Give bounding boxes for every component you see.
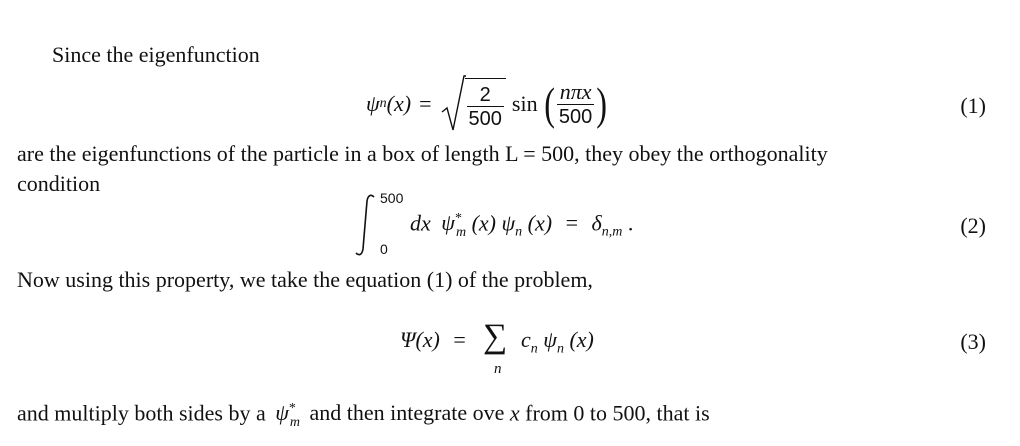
eq1-fraction [467, 85, 504, 129]
p4-psi: ψ [275, 400, 289, 426]
eq2-delta-sub: n,m [601, 224, 623, 240]
paragraph-multiply [17, 402, 710, 430]
eq1-psi: ψ [366, 91, 380, 116]
eq1-sin: sin [511, 91, 538, 116]
eq3-equals: = [453, 327, 466, 352]
paragraph-property [17, 269, 593, 291]
eq2-dx: dx [410, 210, 431, 236]
eq1-den: 500 [468, 107, 502, 130]
eq3-psi: ψ [543, 327, 557, 352]
property-text: Now using this property, we take the equation (1) of the problem, [17, 267, 593, 292]
eq1-num: 2 [479, 83, 491, 106]
eq3-lhs: Ψ(x) [400, 327, 440, 352]
eq1-arg: (x) [386, 91, 412, 116]
p4-psi-sup: * [288, 401, 296, 416]
eq2-arg2: (x) [527, 210, 553, 236]
equation-3 [400, 318, 630, 382]
multiply-text-a: and multiply both sides by a [17, 400, 266, 426]
multiply-text-c: from 0 to 500, that is [525, 400, 710, 426]
eq2-lower-limit: 0 [380, 241, 388, 257]
eq2-psi-m: ψ [441, 210, 455, 236]
eq2-psi-n-sub: n [515, 224, 523, 240]
equation-1 [366, 74, 610, 134]
sqrt-sign-icon [440, 74, 466, 134]
equation-2 [352, 190, 672, 260]
eq1-psi-sub: n [379, 96, 387, 111]
p4-psi-sub: m [289, 414, 300, 430]
intro-text: Since the eigenfunction [52, 42, 260, 67]
paragraph-orthogonality [17, 143, 828, 165]
eq2-psi-n: ψ [501, 210, 516, 236]
eq3-sum-index: n [494, 361, 502, 377]
eq2-equals: = [565, 210, 578, 236]
eq3-arg: (x) [569, 327, 594, 352]
p4-x: x [509, 400, 520, 426]
eq1-rparen: ) [596, 78, 608, 129]
eq1-lparen: ( [543, 78, 555, 129]
eq2-psi-m-sub: m [455, 224, 467, 240]
eq2-arg1: (x) [471, 210, 496, 236]
condition-text: condition [17, 171, 101, 196]
paragraph-condition [17, 173, 100, 195]
integral-sign-icon [352, 193, 378, 257]
eq1-inner-fraction [557, 81, 594, 127]
eq2-period: . [627, 210, 634, 236]
eq2-psi-m-sup: * [454, 211, 462, 226]
equation-3-number: (3) [960, 329, 986, 354]
eq1-equals: = [419, 91, 432, 116]
eq2-delta: δ [591, 210, 602, 236]
sum-sign-icon: ∑ [483, 318, 508, 355]
eq2-upper-limit: 500 [380, 190, 404, 206]
paragraph-intro [52, 44, 260, 66]
orthogonality-text: are the eigenfunctions of the particle in a box of length L = 500, they obey the orthogonality [17, 141, 828, 166]
eq3-c: c [521, 327, 531, 352]
equation-2-number: (2) [960, 213, 986, 238]
multiply-text-b: and then integrate ove [309, 400, 505, 426]
eq3-psi-sub: n [556, 341, 564, 357]
eq3-c-sub: n [530, 341, 538, 357]
eq1-inner-den: 500 [558, 106, 593, 128]
eq1-inner-num: nπx [559, 79, 592, 104]
equation-1-number: (1) [960, 93, 986, 118]
